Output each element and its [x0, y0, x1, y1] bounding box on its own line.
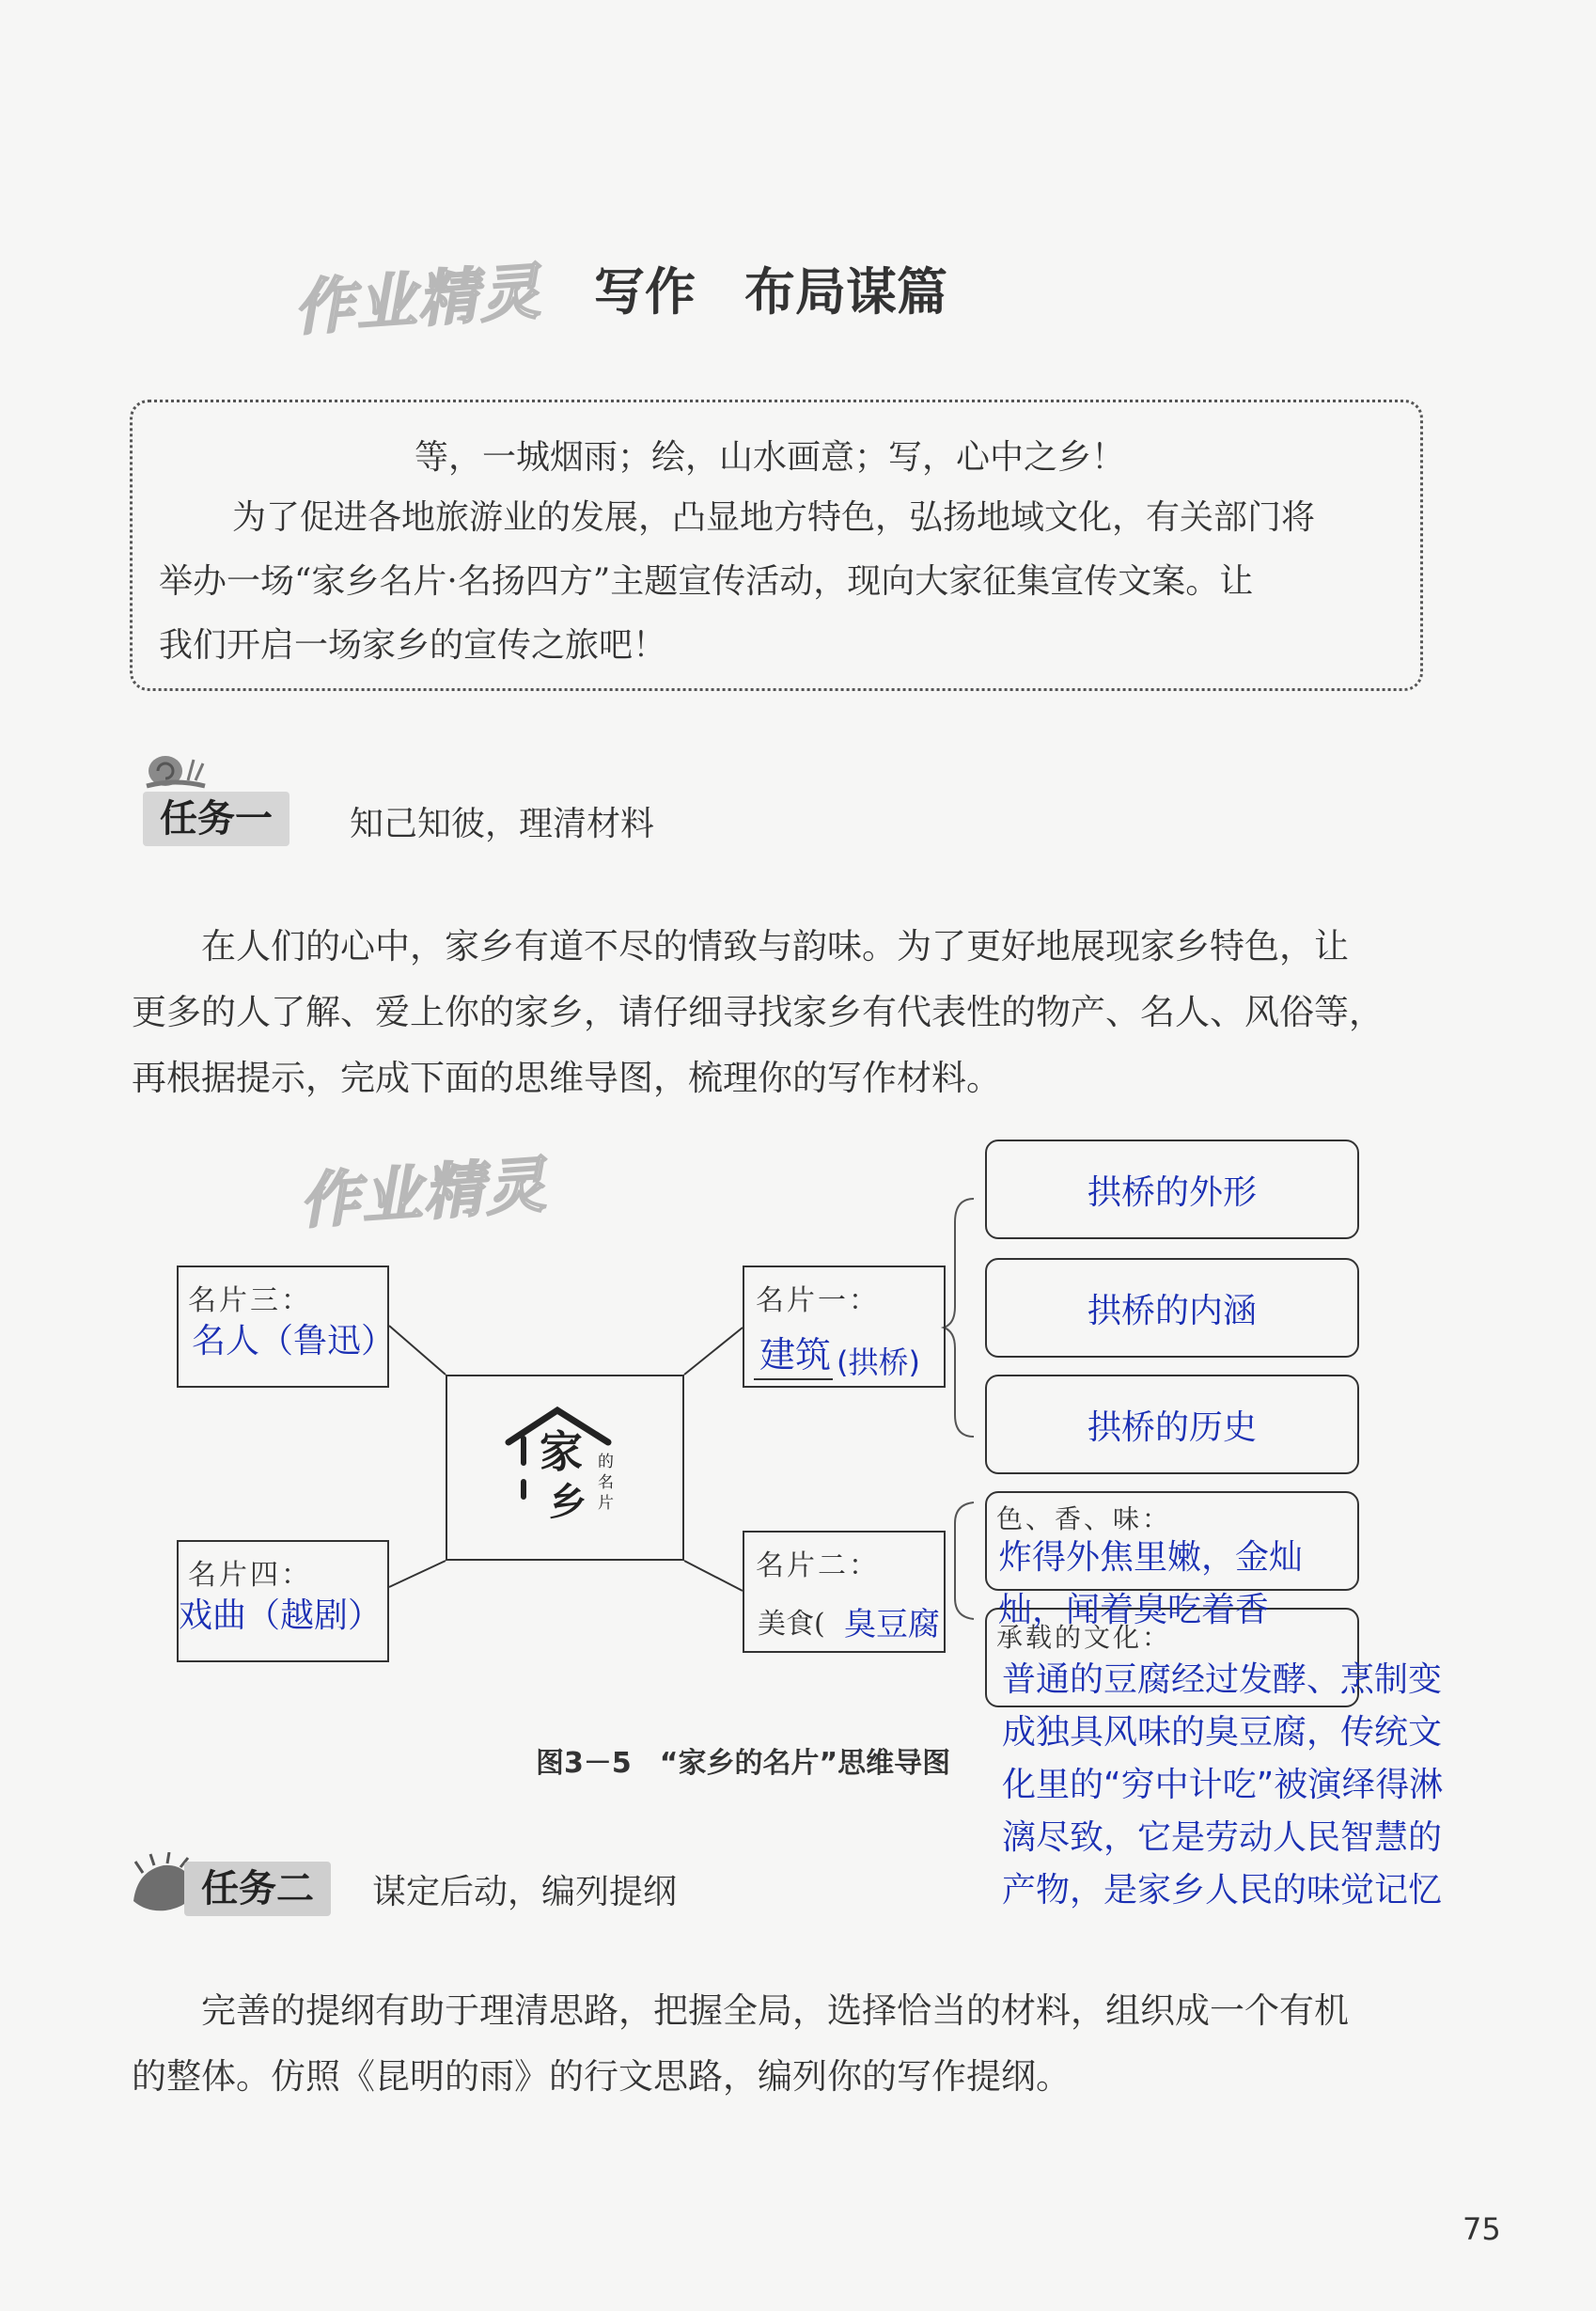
food-culture-line-1: 普通的豆腐经过发酵、烹制变 [1002, 1660, 1443, 1699]
card-three-answer: 名人（鲁迅） [192, 1322, 396, 1360]
food-culture-line-5: 产物，是家乡人民的味觉记忆 [1002, 1871, 1443, 1910]
task2-badge: 任务二 [184, 1862, 331, 1916]
intro-line-1: 等，一城烟雨；绘，山水画意；写，心中之乡！ [415, 438, 1126, 477]
card-two-printed: 美食( [758, 1608, 825, 1641]
right-box-shape: 拱桥的外形 [985, 1140, 1359, 1239]
intro-line-4: 我们开启一场家乡的宣传之旅吧！ [159, 626, 667, 665]
task2-para-2: 的整体。仿照《昆明的雨》的行文思路，编列你的写作提纲。 [132, 2056, 1071, 2097]
title-part2: 布局谋篇 [744, 261, 947, 322]
title-part1: 写作 [594, 261, 696, 322]
food-culture-line-4: 漓尽致，它是劳动人民智慧的 [1002, 1818, 1443, 1857]
food-culture-line-3: 化里的“穷中计吃”被演绎得淋 [1002, 1766, 1444, 1804]
center-char-xiang: 乡 [549, 1480, 587, 1524]
task1-badge: 任务一 [143, 792, 289, 846]
watermark-mid: 作业精灵 [297, 1150, 550, 1238]
task2-para-1: 完善的提纲有助于理清思路，把握全局，选择恰当的材料，组织成一个有机 [201, 1990, 1349, 2031]
food-box-1-answer-1: 炸得外焦里嫩，金灿 [998, 1538, 1304, 1577]
center-char-jia: 家 [540, 1426, 583, 1477]
watermark-top: 作业精灵 [291, 257, 544, 345]
card-two-answer: 臭豆腐 [844, 1606, 940, 1643]
food-box-1-label: 色、香、味： [996, 1503, 1172, 1534]
card-four-answer: 戏曲（越剧） [179, 1596, 383, 1635]
center-char-de: 的 [598, 1453, 614, 1471]
task1-title: 知己知彼，理清材料 [350, 805, 655, 843]
task1-para-2: 更多的人了解、爱上你的家乡，请仔细寻找家乡有代表性的物产、名人、风俗等， [132, 992, 1384, 1032]
center-char-ming: 名 [598, 1473, 614, 1492]
right-box-meaning: 拱桥的内涵 [985, 1258, 1359, 1358]
figure-caption: 图3－5 “家乡的名片”思维导图 [536, 1747, 951, 1780]
food-box-1-answer-2: 灿，闻着臭吃着香 [998, 1591, 1270, 1629]
food-box-2-label: 承载的文化： [996, 1622, 1172, 1653]
right-box-history: 拱桥的历史 [985, 1375, 1359, 1474]
food-culture-line-2: 成独具风味的臭豆腐，传统文 [1002, 1713, 1443, 1752]
page-number: 75 [1463, 2211, 1501, 2247]
task2-title: 谋定后动，编列提纲 [372, 1873, 678, 1911]
intro-line-2: 为了促进各地旅游业的发展，凸显地方特色，弘扬地域文化，有关部门将 [232, 498, 1316, 537]
card-two-label: 名片二： [756, 1549, 880, 1582]
card-one-label: 名片一： [756, 1284, 880, 1317]
card-four-label: 名片四： [188, 1559, 312, 1592]
card-one-answer: 建筑 [759, 1334, 832, 1376]
card-one-answer-sub: (拱桥) [837, 1344, 920, 1380]
card-three-label: 名片三： [188, 1284, 312, 1317]
task1-para-3: 再根据提示，完成下面的思维导图，梳理你的写作材料。 [132, 1058, 1001, 1098]
intro-line-3: 举办一场“家乡名片·名扬四方”主题宣传活动，现向大家征集宣传文案。让 [159, 562, 1254, 601]
card-one-underline [754, 1378, 833, 1380]
center-char-pian: 片 [598, 1494, 614, 1513]
task1-para-1: 在人们的心中，家乡有道不尽的情致与韵味。为了更好地展现家乡特色，让 [201, 926, 1349, 967]
